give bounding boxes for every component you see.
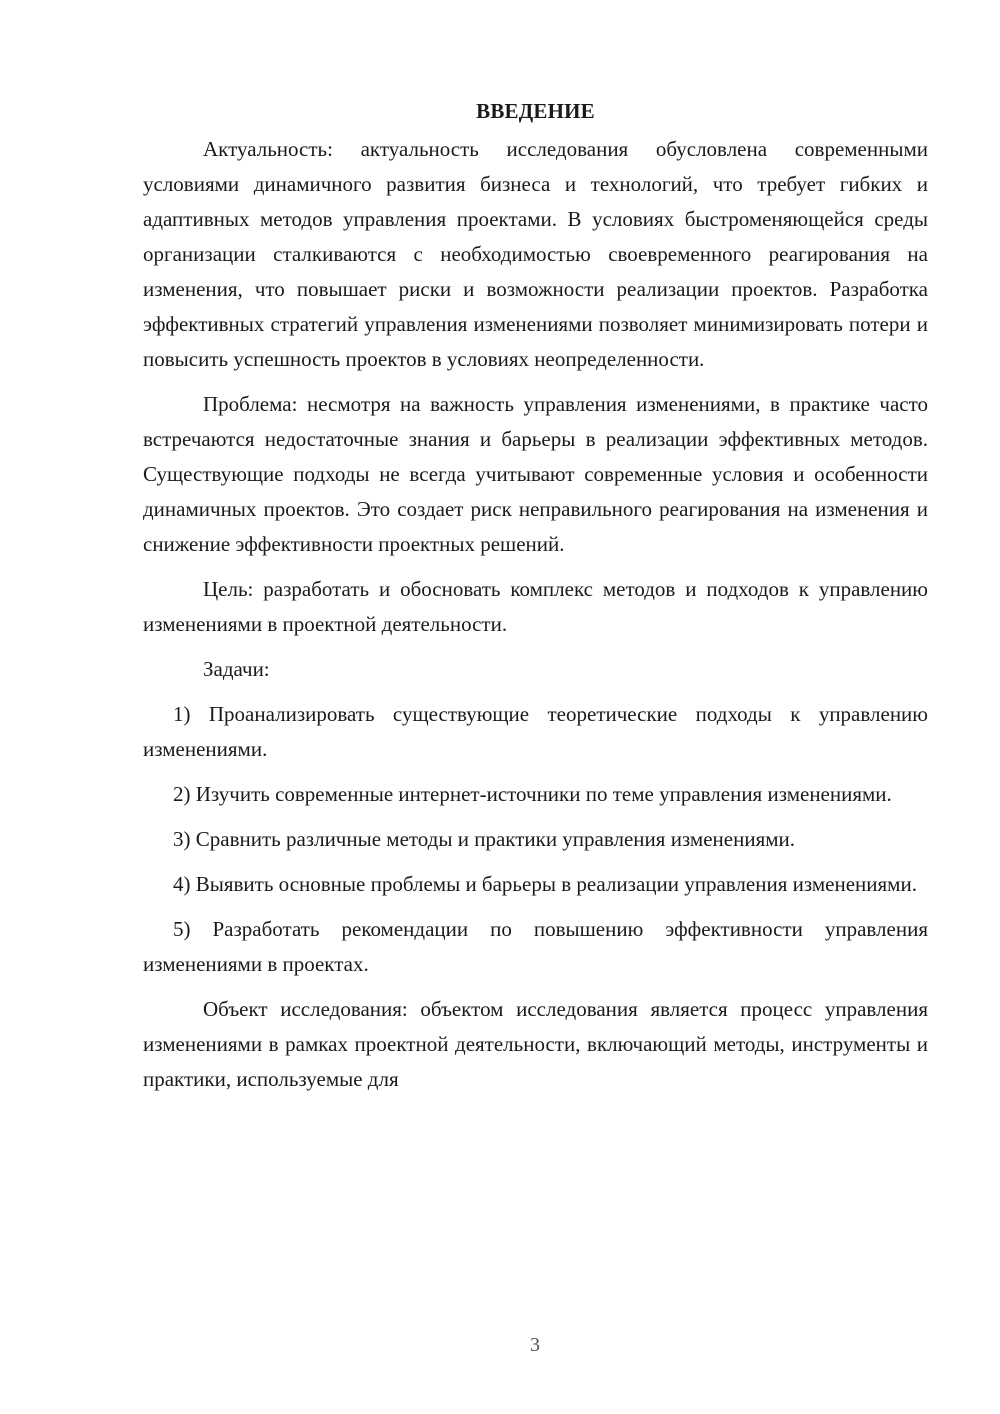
list-item: 2) Изучить современные интернет-источники по теме управления изменениями. [173, 782, 892, 806]
list-item: 5) Разработать рекомендации по повышению эффективности управления изменениями в проектах. [143, 917, 928, 976]
list-item: 4) Выявить основные проблемы и барьеры в реализации управления изменениями. [173, 872, 917, 896]
object-paragraph: Объект исследования: объектом исследования является процесс управления изменениями в рамках проектной деятельности, включающий методы, инструменты и практики, используемые для [143, 997, 928, 1091]
problem-paragraph: Проблема: несмотря на важность управления изменениями, в практике часто встречаются недостаточные знания и барьеры в реализации эффективных методов. Существующие подходы не всегда учитывают современные условия и особенности динамичных проектов. Это создает риск неправильного реагирования на изменения и снижение эффективности проектных решений. [143, 392, 928, 556]
tasks-heading: Задачи: [203, 657, 270, 681]
document-title: ВВЕДЕНИЕ [476, 99, 595, 123]
goal-paragraph: Цель: разработать и обосновать комплекс методов и подходов к управлению изменениями в проектной деятельности. [143, 577, 928, 636]
list-item: 1) Проанализировать существующие теоретические подходы к управлению изменениями. [143, 702, 928, 761]
page-number: 3 [530, 1334, 540, 1356]
relevance-paragraph: Актуальность: актуальность исследования обусловлена современными условиями динамичного развития бизнеса и технологий, что требует гибких и адаптивных методов управления проектами. В условиях быстроменяющейся среды организации сталкиваются с необходимостью своевременного реагирования на изменения, что повышает риски и возможности реализации проектов. Разработка эффективных стратегий управления изменениями позволяет минимизировать потери и повысить успешность проектов в условиях неопределенности. [143, 137, 928, 371]
document-page [143, 96, 928, 1107]
list-item: 3) Сравнить различные методы и практики управления изменениями. [173, 827, 796, 851]
tasks-list [143, 697, 928, 982]
